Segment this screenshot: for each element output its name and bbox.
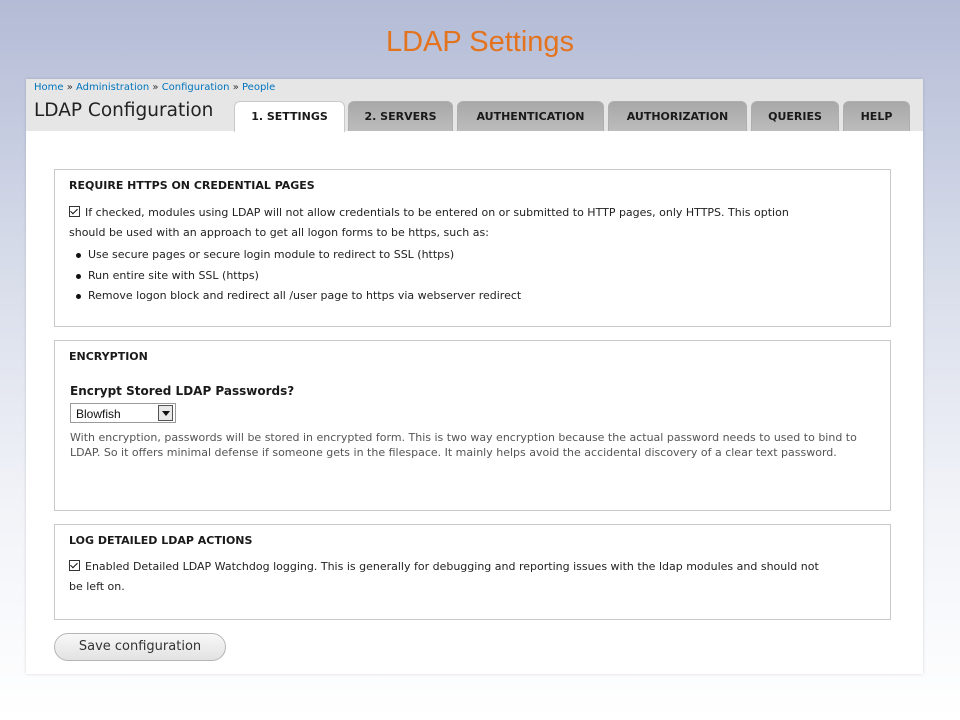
require-https-checkbox[interactable] <box>69 206 80 217</box>
breadcrumb-configuration[interactable]: Configuration <box>161 82 230 93</box>
encrypt-passwords-label: Encrypt Stored LDAP Passwords? <box>70 384 295 398</box>
fieldset-legend: ENCRYPTION <box>69 350 148 363</box>
save-configuration-button[interactable]: Save configuration <box>54 633 226 661</box>
watchdog-logging-description: Enabled Detailed LDAP Watchdog logging. This is generally for debugging and reporting issues with the ldap modules and should not <box>85 560 819 573</box>
tab-settings[interactable]: 1. SETTINGS <box>234 101 345 132</box>
encryption-select[interactable] <box>70 403 176 423</box>
https-option <box>69 202 879 223</box>
tab-queries[interactable]: QUERIES <box>751 101 839 131</box>
fieldset-legend: LOG DETAILED LDAP ACTIONS <box>69 534 253 547</box>
require-https-description: If checked, modules using LDAP will not allow credentials to be entered on or submitted to HTTP pages, only HTTPS. This option <box>85 206 789 219</box>
breadcrumb-people[interactable]: People <box>242 82 276 93</box>
page-title: LDAP Configuration <box>34 100 214 121</box>
require-https-description-continued: should be used with an approach to get all logon forms to be https, such as: <box>69 226 489 239</box>
breadcrumb <box>34 82 275 93</box>
tab-authorization[interactable]: AUTHORIZATION <box>608 101 747 131</box>
fieldset-require-https <box>54 169 891 327</box>
page-header <box>26 79 923 131</box>
breadcrumb-separator: » <box>232 82 242 93</box>
slide-title: LDAP Settings <box>385 26 575 58</box>
watchdog-logging-description-continued: be left on. <box>69 580 125 593</box>
encryption-description: With encryption, passwords will be stored in encrypted form. This is two way encryption because the actual password needs to used to bind to LDAP. So it offers minimal defense if someone gets in the filespace. It mainly helps avoid the accidental discovery of a clear text password. <box>70 431 857 459</box>
tab-servers[interactable]: 2. SERVERS <box>348 101 453 131</box>
list-item: Use secure pages or secure login module to redirect to SSL (https) <box>69 245 521 266</box>
breadcrumb-separator: » <box>66 82 77 93</box>
breadcrumb-home[interactable]: Home <box>34 82 64 93</box>
logging-option <box>69 556 879 577</box>
encryption-selected-value: Blowfish <box>76 407 121 421</box>
tab-authentication[interactable]: AUTHENTICATION <box>457 101 604 131</box>
breadcrumb-administration[interactable]: Administration <box>76 82 150 93</box>
list-item: Run entire site with SSL (https) <box>69 266 521 287</box>
watchdog-logging-checkbox[interactable] <box>69 560 80 571</box>
list-item: Remove logon block and redirect all /user page to https via webserver redirect <box>69 286 521 307</box>
admin-panel <box>26 79 923 674</box>
breadcrumb-separator: » <box>152 82 162 93</box>
chevron-down-icon[interactable] <box>158 405 173 421</box>
fieldset-encryption <box>54 340 891 511</box>
fieldset-legend: REQUIRE HTTPS ON CREDENTIAL PAGES <box>69 179 315 192</box>
fieldset-logging <box>54 524 891 620</box>
tab-help[interactable]: HELP <box>843 101 910 131</box>
https-approaches-list <box>69 245 521 307</box>
